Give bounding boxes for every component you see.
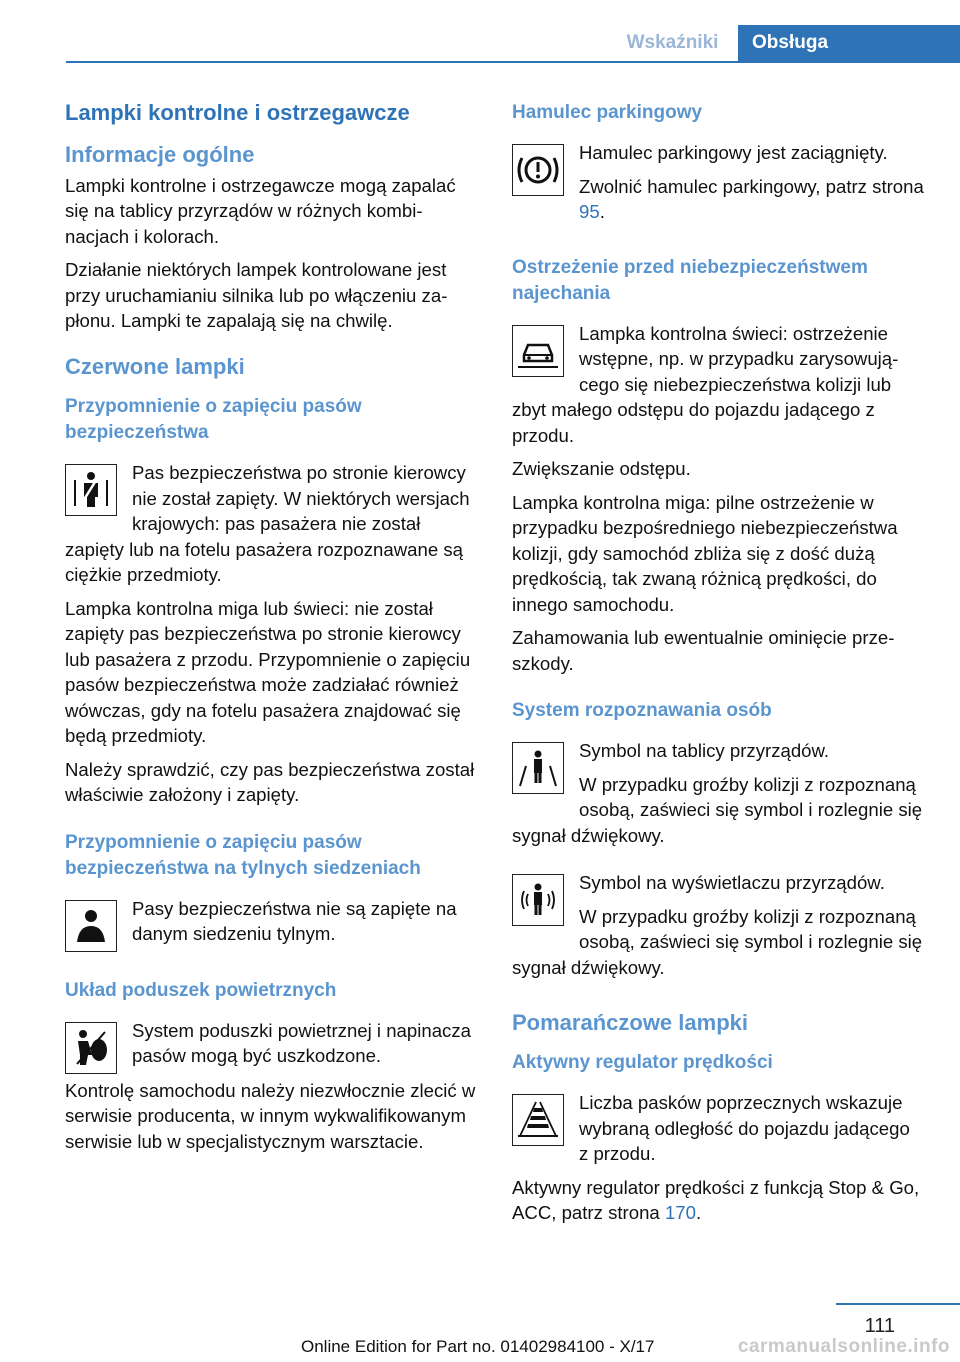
section-airbag bbox=[65, 978, 477, 1155]
parking-p1: Hamulec parkingowy jest zaciągnięty. bbox=[579, 142, 888, 164]
section-parking bbox=[512, 100, 924, 233]
collision-p4: Zahamowania lub ewentualnie ominięcie przeszkody. bbox=[512, 627, 895, 674]
collision-row bbox=[512, 321, 924, 457]
header-rule bbox=[66, 61, 960, 63]
car-front-icon bbox=[512, 325, 564, 377]
section-person bbox=[512, 698, 924, 988]
heading-red: Czerwone lampki bbox=[65, 353, 245, 379]
acc-p2-end: . bbox=[695, 1202, 702, 1224]
left-column bbox=[65, 100, 477, 1176]
pedestrian-sound-icon bbox=[512, 874, 564, 926]
section-acc bbox=[512, 1050, 924, 1226]
heading-collision: Ostrzeżenie przed niebezpieczeństwem najechania bbox=[512, 256, 868, 304]
heading-belt: Przypomnienie o zapięciu pasów bezpieczeństwa bbox=[65, 396, 362, 444]
general-p2: Działanie niektórych lampek kontrolowane jest przy uruchamianiu silnika lub po włączeniu zapłonu. Lampki te zapalają się na chwilę. bbox=[65, 259, 448, 332]
heading-general: Informacje ogólne bbox=[65, 142, 255, 168]
airbag-p1: System poduszki powietrznej i napinacza pasów mogą być uszkodzone. bbox=[132, 1019, 471, 1067]
parking-p2-end: . bbox=[599, 201, 605, 223]
distance-bars-icon bbox=[512, 1094, 564, 1146]
heading-airbag: Układ poduszek powietrznych bbox=[65, 979, 337, 1001]
heading-orange: Pomarańczowe lampki bbox=[512, 1010, 748, 1036]
edition-text: Online Edition for Part no. 01402984100 - X/17 bbox=[301, 1337, 655, 1356]
tab-obsluga[interactable]: Obsługa bbox=[738, 25, 960, 61]
page-title: Lampki kontrolne i ostrzegawcze bbox=[65, 100, 410, 125]
airbag-icon bbox=[65, 1022, 117, 1074]
belt-row bbox=[65, 460, 477, 596]
watermark: carmanualsonline.info bbox=[737, 1336, 950, 1357]
seatbelt-icon bbox=[65, 464, 117, 516]
belt-p1: Pas bezpieczeństwa po stronie kierowcy nie został zapięty. W niektórych wersjach krajowych: pas pasażera nie został zapięty lub na fotelu pasażera rozpoznawane są ciężkie przedmioty. bbox=[65, 462, 470, 586]
person-row-a bbox=[512, 738, 924, 856]
tab-wskazniki[interactable]: Wskaźniki bbox=[626, 32, 719, 53]
person-a1: Symbol na tablicy przyrządów. bbox=[579, 740, 830, 762]
page-link-170[interactable]: 170 bbox=[664, 1202, 696, 1224]
collision-p3: Lampka kontrolna miga: pilne ostrzeżenie w przypadku bezpośredniego niebezpieczeństwa kolizji, gdy samochód zbliża się z dość dużą prędkością, tak zwaną różnicą prędkości, do innego samochodu. bbox=[512, 491, 898, 615]
page-link-95[interactable]: 95 bbox=[579, 201, 600, 223]
footer-rule bbox=[836, 1303, 960, 1305]
acc-p1: Liczba pasków poprzecznych wskazuje wybraną odległość do pojazdu jadącego z przodu. bbox=[579, 1092, 910, 1165]
heading-parking: Hamulec parkingowy bbox=[512, 102, 703, 123]
heading-rear: Przypomnienie o zapięciu pasów bezpieczeństwa na tylnych siedzeniach bbox=[65, 831, 421, 879]
person-b2: W przypadku groźby kolizji z rozpoznaną osobą, zaświeci się symbol i rozlegnie się sygnał dźwiękowy. bbox=[512, 905, 923, 978]
general-p1: Lampki kontrolne i ostrzegawcze mogą zapalać się na tablicy przyrządów w różnych kombinacjach i kolorach. bbox=[65, 174, 456, 247]
section-collision bbox=[512, 255, 924, 677]
heading-person: System rozpoznawania osób bbox=[512, 700, 772, 722]
section-rear bbox=[65, 830, 477, 956]
acc-row bbox=[512, 1090, 924, 1175]
acc-p2 bbox=[512, 1175, 924, 1226]
rear-row bbox=[65, 896, 477, 956]
belt-p3: Należy sprawdzić, czy pas bezpieczeństwa został właściwie założony i zapięty. bbox=[65, 758, 475, 806]
section-belt bbox=[65, 394, 477, 808]
airbag-p2: Kontrolę samochodu należy niezwłocznie zlecić w serwisie producenta, w innym wykwalifikowanym serwisie lub w specjalistycznym warsztacie. bbox=[65, 1079, 476, 1152]
pedestrian-icon bbox=[512, 742, 564, 794]
parking-p2 bbox=[512, 174, 924, 225]
belt-p2: Lampka kontrolna miga lub świeci: nie został zapięty pas bezpieczeństwa po stronie kierowcy lub pasażera z przodu. Przypomnienie o zapięciu pasów bezpieczeństwa może zadziałać również wówczas, gdy na fotelu pasażera znajdować się będą przedmioty. bbox=[65, 597, 471, 747]
parking-p2-text: Zwolnić hamulec parkingowy, patrz strona bbox=[579, 175, 924, 197]
person-b1: Symbol na wyświetlaczu przyrządów. bbox=[579, 872, 885, 894]
heading-acc: Aktywny regulator prędkości bbox=[512, 1052, 773, 1074]
collision-p2: Zwiększanie odstępu. bbox=[512, 458, 691, 480]
person-a2: W przypadku groźby kolizji z rozpoznaną osobą, zaświeci się symbol i rozlegnie się sygnał dźwiękowy. bbox=[512, 773, 923, 846]
person-row-b bbox=[512, 870, 924, 988]
parking-brake-icon bbox=[512, 144, 564, 196]
rear-seat-person-icon bbox=[65, 900, 117, 952]
collision-p1: Lampka kontrolna świeci: ostrzeżenie wstępne, np. w przypadku zarysowującego się niebezpieczeństwa kolizji lub zbyt małego odstępu do pojazdu jadącego z przodu. bbox=[512, 322, 899, 446]
parking-row bbox=[512, 140, 924, 233]
right-column bbox=[512, 100, 924, 1248]
rear-p1: Pasy bezpieczeństwa nie są zapięte na danym siedzeniu tylnym. bbox=[132, 897, 457, 945]
acc-p2-text: Aktywny regulator prędkości z funkcją Stop & Go, ACC, patrz strona bbox=[512, 1176, 920, 1224]
page-number: 111 bbox=[864, 1315, 895, 1337]
airbag-row bbox=[65, 1018, 477, 1078]
